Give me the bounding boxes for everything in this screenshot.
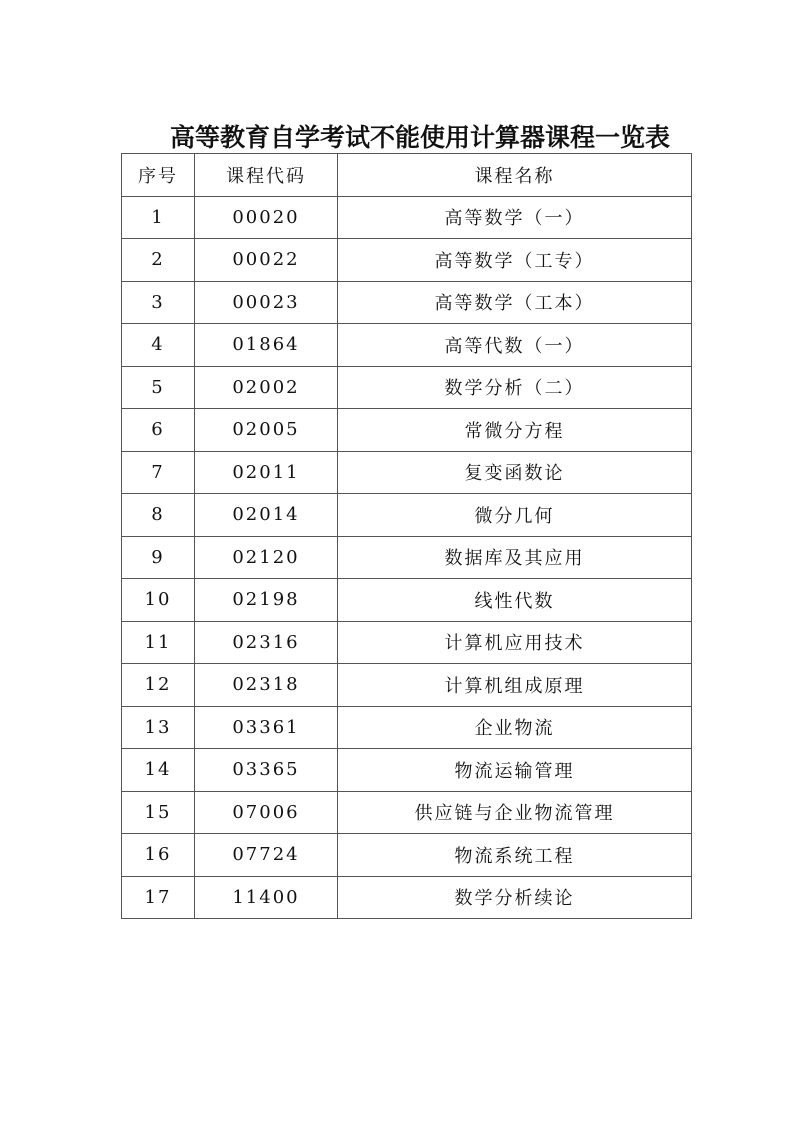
- row-index: 17: [122, 876, 195, 919]
- course-code: 00023: [195, 281, 338, 324]
- course-name: 数据库及其应用: [338, 536, 692, 579]
- course-code: 02002: [195, 366, 338, 409]
- row-index: 9: [122, 536, 195, 579]
- course-table: [121, 153, 692, 919]
- course-code: 00020: [195, 196, 338, 239]
- course-name: 高等数学（一）: [338, 196, 692, 239]
- row-index: 14: [122, 749, 195, 792]
- table-row: [122, 451, 692, 494]
- course-code: 02318: [195, 664, 338, 707]
- course-code: 02014: [195, 494, 338, 537]
- table-row: [122, 749, 692, 792]
- row-index: 4: [122, 324, 195, 367]
- course-code: 07006: [195, 791, 338, 834]
- course-name: 复变函数论: [338, 451, 692, 494]
- course-code: 02120: [195, 536, 338, 579]
- table-row: [122, 579, 692, 622]
- row-index: 3: [122, 281, 195, 324]
- course-name: 微分几何: [338, 494, 692, 537]
- table-row: [122, 366, 692, 409]
- course-name: 高等数学（工专）: [338, 239, 692, 282]
- table-row: [122, 791, 692, 834]
- table-row: [122, 536, 692, 579]
- table-row: [122, 196, 692, 239]
- course-code: 07724: [195, 834, 338, 877]
- course-code: 02316: [195, 621, 338, 664]
- course-name: 企业物流: [338, 706, 692, 749]
- course-code: 02011: [195, 451, 338, 494]
- table-row: [122, 324, 692, 367]
- row-index: 1: [122, 196, 195, 239]
- course-name: 高等数学（工本）: [338, 281, 692, 324]
- row-index: 15: [122, 791, 195, 834]
- course-code: 02005: [195, 409, 338, 452]
- table-row: [122, 834, 692, 877]
- table-row: [122, 281, 692, 324]
- header-course-code: 课程代码: [195, 154, 338, 197]
- row-index: 10: [122, 579, 195, 622]
- row-index: 7: [122, 451, 195, 494]
- table-row: [122, 494, 692, 537]
- row-index: 5: [122, 366, 195, 409]
- course-name: 常微分方程: [338, 409, 692, 452]
- row-index: 16: [122, 834, 195, 877]
- course-name: 数学分析续论: [338, 876, 692, 919]
- row-index: 11: [122, 621, 195, 664]
- table-row: [122, 664, 692, 707]
- course-name: 物流运输管理: [338, 749, 692, 792]
- row-index: 8: [122, 494, 195, 537]
- table-row: [122, 706, 692, 749]
- course-name: 供应链与企业物流管理: [338, 791, 692, 834]
- course-name: 线性代数: [338, 579, 692, 622]
- course-code: 11400: [195, 876, 338, 919]
- document-title: 高等教育自学考试不能使用计算器课程一览表: [169, 123, 670, 152]
- table-row: [122, 239, 692, 282]
- header-index: 序号: [122, 154, 195, 197]
- table-row: [122, 876, 692, 919]
- row-index: 6: [122, 409, 195, 452]
- course-code: 02198: [195, 579, 338, 622]
- course-code: 01864: [195, 324, 338, 367]
- course-code: 03361: [195, 706, 338, 749]
- course-name: 高等代数（一）: [338, 324, 692, 367]
- course-code: 00022: [195, 239, 338, 282]
- table-row: [122, 621, 692, 664]
- table-row: [122, 409, 692, 452]
- row-index: 2: [122, 239, 195, 282]
- course-code: 03365: [195, 749, 338, 792]
- row-index: 13: [122, 706, 195, 749]
- course-name: 物流系统工程: [338, 834, 692, 877]
- course-name: 计算机应用技术: [338, 621, 692, 664]
- header-course-name: 课程名称: [338, 154, 692, 197]
- course-name: 计算机组成原理: [338, 664, 692, 707]
- course-name: 数学分析（二）: [338, 366, 692, 409]
- table-header-row: [122, 154, 692, 197]
- row-index: 12: [122, 664, 195, 707]
